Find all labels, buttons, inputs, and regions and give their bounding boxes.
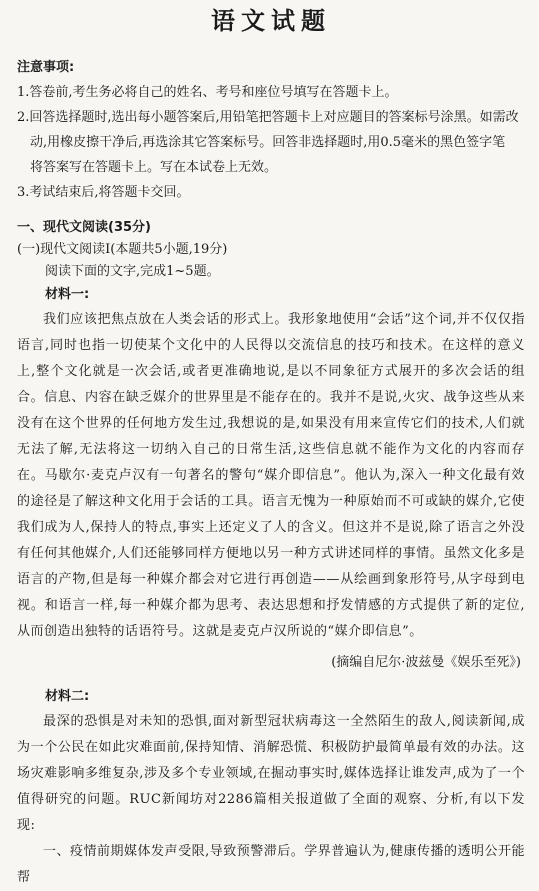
page-title: 语文试题 (211, 6, 331, 35)
material1-label: 材料一: (45, 287, 90, 302)
material2-label: 材料二: (45, 689, 90, 704)
material2-text: 最深的恐惧是对未知的恐惧,面对新型冠状病毒这一全然陌生的敌人,阅读新闻,成为一个公民在如此灾难面前,保持知情、消解恐慌、积极防护最简单最有效的办法。这场灾难影响多维复杂,涉及多个专业领域,在掘动事实时,媒体选择让谁发声,成为了一个值得研究的问题。RUC新闻坊对2286篇相关报道做了全面的观察、分析,有以下发现: (17, 714, 525, 833)
notice-item-1: 1.答卷前,考生务必将自己的姓名、考号和座位号填写在答题卡上。 (17, 85, 398, 100)
reading-instruction: 阅读下面的文字,完成1~5题。 (45, 264, 220, 279)
notice-item-3: 3.考试结束后,将答题卡交回。 (17, 185, 190, 200)
notice-list (17, 80, 525, 205)
section-subheading: (一)现代文阅读Ⅰ(本题共5小题,19分) (17, 242, 228, 257)
material1-text: 我们应该把焦点放在人类会话的形式上。我形象地使用“会话”这个词,并不仅仅指语言,同时也指一切使某个文化中的人民得以交流信息的技巧和技术。在这样的意义上,整个文化就是一次会话,或者更准确地说,是以不同象征方式展开的多次会话的组合。信息、内容在缺乏媒介的世界里是不能存在的。我并不是说,火灾、战争这些从来没有在这个世界的任何地方发生过,我想说的是,如果没有用来宣传它们的技术,人们就无法了解,无法将这一切纳入自己的日常生活,这些信息就不能作为文化的内容而存在。马歇尔·麦克卢汉有一句著名的警句“媒介即信息”。他认为,深入一种文化最有效的途径是了解这种文化用于会话的工具。语言无愧为一种原始而不可或缺的媒介,它使我们成为人,保持人的特点,事实上还定义了人的含义。但这并不是说,除了语言之外没有任何其他媒介,人们还能够同样方便地以另一种方式讲述同样的事情。虽然文化多是语言的产物,但是每一种媒介都会对它进行再创造——从绘画到象形符号,从字母到电视。和语言一样,每一种媒介都为思考、表达思想和抒发情感的方式提供了新的定位,从而创造出独特的话语符号。这就是麦克卢汉所说的“媒介即信息”。 (17, 312, 525, 639)
material1-source: (摘编自尼尔·波兹曼《娱乐至死》) (331, 655, 521, 670)
notice-item-2-cont1: 动,用橡皮擦干净后,再选涂其它答案标号。回答非选择题时,用0.5毫米的黑色签字笔 (30, 135, 506, 150)
notice-item-2: 2.回答选择题时,选出每小题答案后,用铅笔把答题卡上对应题目的答案标号涂黑。如需改 (17, 110, 519, 125)
section-heading: 一、现代文阅读(35分) (17, 220, 151, 235)
notice-item-2-cont2: 将答案写在答题卡上。写在本试卷上无效。 (30, 160, 278, 175)
notice-heading: 注意事项: (17, 60, 75, 75)
material2-text-continued: 一、疫情前期媒体发声受限,导致预警滞后。学界普遍认为,健康传播的透明公开能帮 (17, 844, 525, 885)
